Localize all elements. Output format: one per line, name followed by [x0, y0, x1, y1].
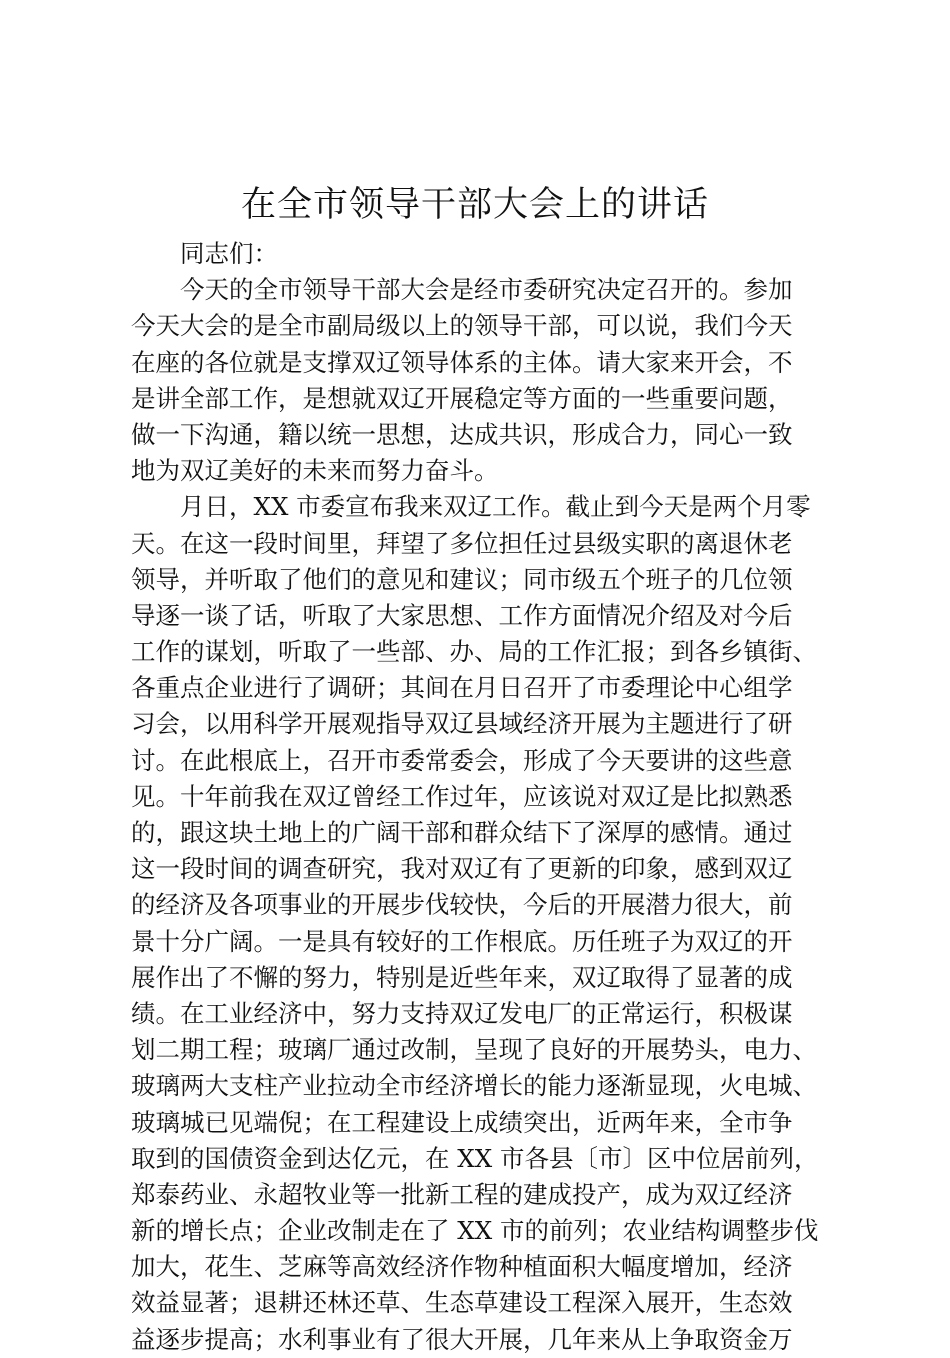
paragraph-line: 取到的国债资金到达亿元，在 XX 市各县〔市〕区中位居前列，	[131, 1143, 819, 1173]
document-title: 在全市领导干部大会上的讲话	[240, 185, 709, 225]
paragraph-line: 展作出了不懈的努力，特别是近些年来，双辽取得了显著的成	[131, 962, 793, 992]
paragraph-line: 加大，花生、芝麻等高效经济作物种植面积大幅度增加，经济	[131, 1252, 793, 1282]
paragraph-line: 今天大会的是全市副局级以上的领导干部，可以说，我们今天	[131, 311, 793, 341]
paragraph-line: 月日，XX 市委宣布我来双辽工作。截止到今天是两个月零	[180, 492, 811, 522]
paragraph-line: 各重点企业进行了调研；其间在月日召开了市委理论中心组学	[131, 673, 793, 703]
paragraph-line: 益逐步提高；水利事业有了很大开展，几年来从上争取资金万	[131, 1324, 793, 1354]
paragraph-line: 景十分广阔。一是具有较好的工作根底。历任班子为双辽的开	[131, 926, 793, 956]
paragraph-line: 是讲全部工作，是想就双辽开展稳定等方面的一些重要问题，	[131, 383, 793, 413]
paragraph-line: 这一段时间的调查研究，我对双辽有了更新的印象，感到双辽	[131, 854, 793, 884]
paragraph-line: 在座的各位就是支撑双辽领导体系的主体。请大家来开会，不	[131, 347, 793, 377]
paragraph-line: 天。在这一段时间里，拜望了多位担任过县级实职的离退休老	[131, 528, 793, 558]
paragraph-line: 领导，并听取了他们的意见和建议；同市级五个班子的几位领	[131, 564, 793, 594]
paragraph-line: 习会，以用科学开展观指导双辽县域经济开展为主题进行了研	[131, 709, 793, 739]
salutation-line: 同志们：	[180, 239, 278, 268]
paragraph-line: 做一下沟通，籍以统一思想，达成共识，形成合力，同心一致	[131, 419, 793, 449]
paragraph-line: 地为双辽美好的未来而努力奋斗。	[131, 456, 499, 486]
paragraph-line: 讨。在此根底上，召开市委常委会，形成了今天要讲的这些意	[131, 745, 793, 775]
document-body	[131, 236, 821, 1358]
paragraph-line: 的，跟这块土地上的广阔干部和群众结下了深厚的感情。通过	[131, 818, 793, 847]
paragraph-line: 玻璃两大支柱产业拉动全市经济增长的能力逐渐显现，火电城、	[131, 1071, 817, 1101]
paragraph-line: 新的增长点；企业改制走在了 XX 市的前列；农业结构调整步伐	[131, 1216, 819, 1246]
paragraph-line: 今天的全市领导干部大会是经市委研究决定召开的。参加	[180, 275, 793, 305]
paragraph-line: 工作的谋划，听取了一些部、办、局的工作汇报；到各乡镇街、	[131, 637, 817, 667]
paragraph-line: 郑泰药业、永超牧业等一批新工程的建成投产，成为双辽经济	[131, 1179, 793, 1209]
paragraph-line: 绩。在工业经济中，努力支持双辽发电厂的正常运行，积极谋	[131, 998, 793, 1028]
paragraph-line: 见。十年前我在双辽曾经工作过年，应该说对双辽是比拟熟悉	[131, 781, 793, 811]
paragraph-line: 效益显著；退耕还林还草、生态草建设工程深入展开，生态效	[131, 1288, 793, 1318]
paragraph-line: 导逐一谈了话，听取了大家思想、工作方面情况介绍及对今后	[131, 600, 793, 630]
paragraph-line: 划二期工程；玻璃厂通过改制，呈现了良好的开展势头，电力、	[131, 1035, 817, 1065]
paragraph-line: 玻璃城已见端倪；在工程建设上成绩突出，近两年来，全市争	[131, 1107, 793, 1137]
paragraph-line: 的经济及各项事业的开展步伐较快，今后的开展潜力很大，前	[131, 890, 793, 920]
